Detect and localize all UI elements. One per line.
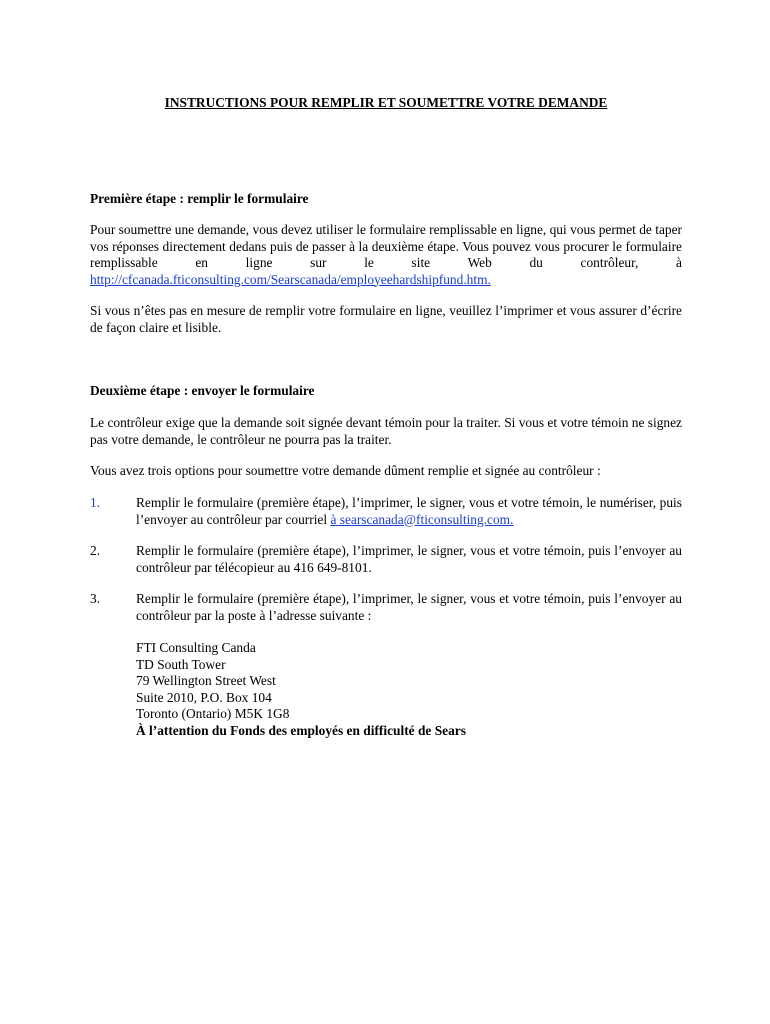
list-item-text — [136, 495, 682, 528]
step1-paragraph-2: Si vous n’êtes pas en mesure de remplir votre formulaire en ligne, veuillez l’imprimer et vous assurer d’écrire de façon claire et lisible. — [90, 303, 682, 335]
step1-paragraph-1 — [90, 222, 682, 288]
step1-paragraph-1-text: Pour soumettre une demande, vous devez utiliser le formulaire remplissable en ligne, qui vous permet de taper vos réponses directement dedans puis de passer à la deuxième étape. Vous pouvez vous procurer le formulaire remplissable en ligne sur le site Web du contrôleur, à — [90, 222, 682, 270]
step2-paragraph-2: Vous avez trois options pour soumettre votre demande dûment remplie et signée au contrôleur : — [90, 463, 601, 478]
list-item-number: 3. — [90, 591, 101, 606]
address-line-attention: À l’attention du Fonds des employés en difficulté de Sears — [136, 722, 466, 738]
address-line-suite: Suite 2010, P.O. Box 104 — [136, 689, 272, 705]
list-item-text: Remplir le formulaire (première étape), l’imprimer, le signer, vous et votre témoin, puis l’envoyer au contrôleur par télécopieur au 416 649-8101. — [136, 543, 682, 575]
mailing-address — [136, 640, 682, 739]
address-line-building: TD South Tower — [136, 656, 226, 672]
list-item-body: Remplir le formulaire (première étape), l’imprimer, le signer, vous et votre témoin, le numériser, puis l’envoyer au contrôleur par courriel — [136, 495, 682, 527]
address-line-city: Toronto (Ontario) M5K 1G8 — [136, 706, 290, 721]
controller-website-link[interactable]: http://cfcanada.fticonsulting.com/Searscanada/employeehardshipfund.htm. — [90, 271, 491, 287]
document-title: INSTRUCTIONS POUR REMPLIR ET SOUMETTRE VOTRE DEMANDE — [164, 95, 608, 110]
list-item-number: 2. — [90, 543, 101, 558]
list-item-text: Remplir le formulaire (première étape), l’imprimer, le signer, vous et votre témoin, puis l’envoyer au contrôleur par la poste à l’adresse suivante : — [136, 591, 682, 623]
list-item-number: 1. — [90, 495, 101, 510]
address-line-street: 79 Wellington Street West — [136, 673, 276, 688]
address-line-company: FTI Consulting Canda — [136, 640, 256, 655]
document-page — [90, 0, 682, 1024]
step2-heading: Deuxième étape : envoyer le formulaire — [90, 383, 315, 398]
email-link[interactable]: à searscanada@fticonsulting.com. — [330, 511, 514, 527]
step2-paragraph-1: Le contrôleur exige que la demande soit signée devant témoin pour la traiter. Si vous et votre témoin ne signez pas votre demande, le contrôleur ne pourra pas la traiter. — [90, 415, 682, 447]
step1-heading: Première étape : remplir le formulaire — [90, 191, 309, 206]
